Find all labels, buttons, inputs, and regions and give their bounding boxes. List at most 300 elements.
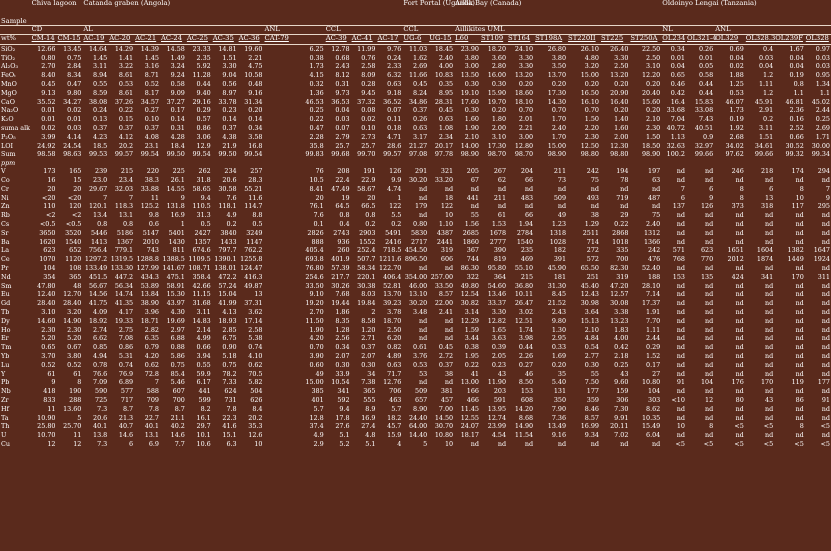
table-cell: 97.08 [408, 150, 428, 159]
table-cell: 4.99 [196, 334, 211, 343]
table-cell: 14.20 [514, 404, 534, 413]
table-cell: 0.52 [41, 360, 56, 369]
table-cell: 254.6 [305, 272, 324, 281]
table-cell: 11 [47, 404, 56, 413]
table-cell: 1860 [462, 237, 479, 246]
table-cell: 16.4 [670, 97, 685, 106]
table-cell: 0.47 [67, 80, 82, 89]
table-cell: 401.9 [331, 255, 350, 264]
table-cell: 335 [616, 246, 629, 255]
sample-id: AC-20 [108, 35, 134, 45]
table-cell: 1.86 [335, 308, 350, 316]
table-cell: 0.62 [144, 360, 159, 369]
table-cell: 41 [470, 369, 479, 378]
table-cell: nd [676, 325, 685, 334]
table-cell: 8 [709, 422, 714, 431]
table-cell: 4.54 [491, 431, 507, 440]
table-cell: 0.01 [670, 53, 685, 62]
table-cell: nd [590, 439, 599, 448]
table-cell: 322 [466, 272, 479, 281]
table-cell: 10.1 [196, 431, 211, 440]
table-cell: 0.20 [491, 106, 507, 115]
table-cell: 8.59 [93, 88, 108, 97]
table-cell: 571 [672, 246, 685, 255]
table-cell: 2.43 [551, 308, 567, 316]
element-label: Ba [1, 237, 10, 246]
table-cell: 76.6 [93, 369, 108, 378]
table-cell: 0.1 [313, 220, 324, 229]
table-cell: 2 [371, 308, 376, 316]
table-cell: 25.80 [37, 422, 56, 431]
element-label: Tb [1, 308, 10, 316]
table-cell: 2.40 [646, 220, 661, 229]
table-cell: nd [821, 299, 830, 308]
table-cell: 472.2 [218, 272, 237, 281]
table-cell: 1.36 [309, 88, 324, 97]
table-cell: 365 [69, 272, 82, 281]
table-cell: 0.25 [309, 106, 324, 115]
table-cell: nd [821, 343, 830, 352]
table-cell: 20 [367, 193, 376, 202]
table-cell: 0.90 [222, 343, 237, 352]
table-cell: 0.86 [118, 343, 134, 352]
table-cell: 14.90 [63, 316, 82, 325]
table-cell: 76.9 [118, 369, 134, 378]
table-cell: 17.60 [460, 97, 479, 106]
table-cell: 20.2 [118, 141, 134, 150]
table-cell: nd [795, 316, 804, 325]
table-cell: 1.53 [491, 220, 507, 229]
table-cell: 97.62 [725, 150, 744, 159]
table-cell: 0.47 [309, 124, 324, 133]
sample-id: OL239F [774, 35, 805, 45]
table-cell: 487 [648, 193, 661, 202]
table-cell: 0.63 [438, 115, 454, 124]
sample-id: CAT-79 [264, 35, 325, 45]
table-cell: 234 [224, 167, 237, 176]
table-cell: 5.1 [339, 431, 350, 440]
table-cell: 9 [180, 193, 185, 202]
element-label: Cs [1, 220, 10, 229]
table-cell: nd [795, 237, 804, 246]
table-cell: 572 [586, 255, 599, 264]
sample-id: AC-39 [325, 35, 351, 45]
table-cell: 7.02 [614, 431, 629, 440]
table-cell: nd [821, 228, 830, 237]
table-cell: 118.1 [218, 202, 237, 211]
table-cell: 8 [739, 193, 744, 202]
sample-id: OL321-4 [686, 35, 714, 45]
table-cell: nd [704, 369, 714, 378]
table-cell: 2.79 [335, 132, 350, 141]
table-cell: 1.70 [551, 115, 567, 124]
table-row [0, 264, 831, 273]
table-row [0, 71, 831, 80]
table-cell: 5.82 [248, 378, 263, 387]
table-cell: 2010 [142, 237, 159, 246]
table-cell: 20 [47, 184, 56, 193]
table-cell: 5.5 [391, 211, 402, 220]
table-cell: 9.45 [361, 88, 376, 97]
table-row [0, 282, 831, 291]
table-cell: 159 [616, 387, 629, 396]
table-cell: 1.91 [646, 308, 661, 316]
table-cell: 9 [709, 193, 714, 202]
table-cell: 19.44 [331, 299, 350, 308]
table-cell: 1 [180, 220, 185, 229]
table-cell: 1.90 [309, 325, 324, 334]
table-cell: 218 [760, 167, 774, 176]
table-cell: 114.7 [244, 202, 263, 211]
table-cell: 40.2 [170, 422, 185, 431]
table-cell: nd [735, 281, 744, 290]
table-cell: nd [676, 290, 685, 299]
table-cell: 80 [735, 395, 744, 404]
table-cell: 3.06 [196, 132, 211, 141]
table-cell: 2826 [307, 228, 324, 237]
table-cell: 652 [69, 246, 82, 255]
table-cell: 0.05 [698, 62, 714, 71]
ppm-unit-label: ppm [1, 158, 16, 167]
table-cell: 104 [43, 264, 56, 273]
table-cell: 416.3 [244, 272, 263, 281]
table-cell: 0.30 [584, 360, 599, 369]
table-cell: 18.93 [218, 316, 237, 325]
table-cell: nd [676, 351, 685, 360]
table-cell: 2.97 [170, 325, 185, 334]
table-cell: 381 [440, 387, 454, 396]
table-cell: 82.30 [610, 264, 629, 273]
table-cell: nd [764, 264, 774, 273]
table-cell: nd [735, 264, 744, 273]
table-cell: <20 [67, 193, 82, 202]
table-cell: 3.20 [584, 62, 599, 71]
table-cell: 56.34 [114, 281, 134, 290]
table-cell: 55.21 [244, 184, 263, 193]
table-cell: 0.11 [387, 115, 402, 124]
table-cell: nd [821, 281, 830, 290]
table-cell: 2.21 [248, 53, 263, 62]
table-cell: 1 [397, 193, 402, 202]
table-cell: nd [419, 264, 428, 273]
table-cell: 8 [799, 184, 804, 193]
table-cell: 709 [146, 395, 159, 404]
table-cell: nd [704, 290, 714, 299]
table-cell: 0.24 [387, 53, 402, 62]
table-row [0, 422, 831, 431]
table-cell: 25.7 [361, 141, 376, 150]
table-cell: nd [704, 351, 714, 360]
table-cell: 239 [95, 167, 108, 176]
table-cell: 133.49 [84, 264, 108, 273]
table-row [0, 107, 831, 116]
table-cell: 2.21 [518, 124, 534, 133]
table-cell: 7 [103, 193, 108, 202]
table-cell: 220.1 [357, 272, 376, 281]
table-cell: 0.20 [551, 360, 567, 369]
table-cell: nd [676, 316, 685, 325]
locality-header: Catanda graben (Angola) [82, 0, 263, 26]
table-cell: nd [704, 211, 714, 220]
table-cell: 0.70 [584, 106, 599, 115]
table-cell: 21.27 [408, 141, 428, 150]
table-cell: 0.66 [789, 132, 804, 141]
table-cell: 4.8 [365, 431, 376, 440]
table-cell: 3.30 [518, 53, 534, 62]
table-cell: 294 [817, 167, 830, 176]
table-cell: 99.54 [192, 150, 211, 159]
table-cell: 1.2 [763, 88, 774, 97]
table-cell: 2.14 [196, 325, 211, 334]
table-cell: 16.99 [580, 422, 599, 431]
table-cell: 1430 [168, 237, 185, 246]
table-cell: 38 [590, 211, 599, 220]
table-row [0, 45, 831, 54]
table-row [0, 176, 831, 185]
table-cell: 34 [367, 369, 376, 378]
table-cell: 0.8 [793, 80, 804, 89]
table-cell: 7 [154, 378, 159, 387]
table-cell: 11.90 [487, 378, 507, 387]
table-cell: 0.34 [335, 343, 350, 352]
table-row [0, 299, 831, 308]
table-cell: 354.00 [404, 272, 428, 281]
table-cell: 91 [676, 378, 685, 387]
sample-id: AC-25 [186, 35, 212, 45]
table-cell: 0.53 [413, 360, 428, 369]
table-cell: 8.95 [438, 88, 454, 97]
table-cell: 9.18 [387, 88, 402, 97]
table-cell: 0.24 [93, 106, 108, 115]
table-row [0, 142, 831, 151]
locality-header [264, 0, 325, 26]
table-cell: 49 [557, 211, 567, 220]
table-cell: 20.6 [222, 176, 237, 185]
table-cell: 1.30 [551, 325, 567, 334]
table-cell: 34.02 [725, 141, 744, 150]
table-cell: 1070 [39, 255, 56, 264]
table-cell: 0.03 [335, 115, 350, 124]
table-cell: 0.52 [67, 360, 82, 369]
table-cell: nd [557, 202, 567, 211]
table-cell: 1.08 [438, 124, 454, 133]
element-label: Zn [1, 202, 10, 211]
table-cell: 30.00 [811, 141, 830, 150]
table-cell: 165 [69, 167, 82, 176]
element-label: suma alk [1, 124, 31, 133]
table-cell: 37.4 [309, 422, 324, 431]
table-cell: 1.69 [551, 351, 567, 360]
table-cell: 4.08 [144, 132, 159, 141]
element-label: Lu [1, 360, 10, 369]
table-cell: 0.20 [518, 80, 534, 89]
table-cell: 10 [444, 211, 454, 220]
table-cell: 1.60 [464, 115, 479, 124]
table-cell: 10.83 [434, 71, 454, 80]
table-cell: 39.23 [383, 299, 402, 308]
table-cell: 99.66 [694, 150, 714, 159]
table-cell: 205 [466, 167, 479, 176]
sample-id: OL328.3 [745, 35, 774, 45]
table-cell: 7.3 [97, 404, 108, 413]
table-cell: 13.20 [514, 71, 534, 80]
table-cell: 122 [389, 202, 402, 211]
table-cell: 7.00 [438, 404, 454, 413]
table-cell: 125.2 [140, 202, 159, 211]
table-cell: 75 [590, 176, 599, 185]
table-cell: 469 [520, 255, 534, 264]
table-cell: 13.4 [93, 211, 108, 220]
table-cell: 11.6 [248, 193, 263, 202]
table-cell: 4.9 [313, 431, 324, 440]
table-cell: 1540 [65, 237, 82, 246]
table-cell: 100.2 [666, 150, 685, 159]
table-cell: 1390.1 [214, 255, 237, 264]
table-cell: 9.91 [614, 413, 629, 422]
table-cell: 3650 [39, 228, 56, 237]
table-cell: 7.8 [148, 404, 159, 413]
table-cell: 11 [73, 431, 82, 440]
table-cell: 0.44 [698, 80, 714, 89]
table-cell: 27 [652, 369, 661, 378]
table-cell: 8.62 [646, 404, 661, 413]
table-cell: nd [735, 308, 744, 316]
table-cell: 9.24 [170, 71, 185, 80]
element-label: Hf [1, 404, 9, 413]
table-cell: 1312 [643, 228, 661, 237]
table-cell: 99.83 [305, 150, 324, 159]
table-cell: 1.45 [93, 53, 108, 62]
table-cell: 6.88 [170, 334, 185, 343]
table-cell: 434.3 [140, 272, 159, 281]
table-cell: 6.17 [196, 378, 211, 387]
table-cell: 20 [73, 184, 82, 193]
table-cell: 0.79 [144, 343, 159, 352]
table-cell: 18.2 [387, 413, 402, 422]
table-row [0, 203, 831, 212]
element-label: Tm [1, 343, 12, 352]
table-cell: 306 [616, 395, 629, 404]
table-cell: 0.70 [309, 343, 324, 352]
table-cell: 7.33 [222, 378, 237, 387]
table-cell: 181 [553, 272, 567, 281]
table-cell: nd [735, 404, 744, 413]
table-cell: 220 [146, 167, 159, 176]
table-cell: 59.9 [196, 369, 211, 378]
table-cell: 1120 [65, 255, 82, 264]
table-cell: 11.28 [192, 71, 211, 80]
table-cell: nd [419, 316, 428, 325]
table-cell: 9.60 [614, 378, 629, 387]
table-cell: 4.75 [248, 62, 263, 71]
table-cell: 350 [553, 395, 567, 404]
table-cell: 126 [389, 167, 402, 176]
table-cell: 6.25 [309, 44, 324, 53]
table-cell: 7.09 [93, 378, 108, 387]
table-cell: <20 [41, 193, 56, 202]
table-cell: nd [795, 360, 804, 369]
table-cell: nd [795, 220, 804, 229]
table-cell: nd [821, 325, 830, 334]
element-label: Na₂O [1, 106, 19, 115]
table-cell: 122 [440, 202, 454, 211]
table-cell: 811 [172, 246, 185, 255]
table-cell: 12.43 [580, 290, 599, 299]
table-cell: 8.12 [335, 71, 350, 80]
table-cell: 203 [493, 387, 507, 396]
table-cell: nd [795, 211, 804, 220]
group-header: AL [82, 26, 263, 35]
table-cell: 3.38 [614, 308, 629, 316]
table-cell: 9 [825, 193, 830, 202]
table-cell: 30.38 [357, 281, 376, 290]
table-cell: 30.82 [460, 299, 479, 308]
table-cell: 10 [444, 439, 454, 448]
table-cell: 18 [444, 193, 454, 202]
table-cell: 14.30 [547, 97, 567, 106]
table-cell: 40.1 [93, 422, 108, 431]
element-label: Cu [1, 439, 11, 448]
table-cell: nd [735, 237, 744, 246]
table-cell: 0.55 [196, 360, 211, 369]
table-cell: 26.1 [170, 176, 185, 185]
table-cell: <5 [734, 422, 744, 431]
table-cell: nd [735, 228, 744, 237]
table-cell: 22.00 [434, 299, 454, 308]
table-cell: 33.88 [140, 184, 159, 193]
table-cell: 1.51 [758, 132, 774, 141]
table-cell: 2868 [612, 228, 629, 237]
table-cell: 99.68 [331, 150, 350, 159]
table-cell: nd [470, 184, 479, 193]
table-cell: 405.4 [305, 246, 324, 255]
table-cell: nd [735, 220, 744, 229]
table-cell: <10 [671, 395, 685, 404]
table-cell: 1433 [220, 237, 237, 246]
table-cell: 15.9 [387, 431, 402, 440]
table-cell: 0.66 [196, 343, 211, 352]
table-cell: 10.35 [641, 413, 661, 422]
table-cell: nd [676, 413, 685, 422]
element-label: V [1, 167, 6, 176]
table-cell: 1297.2 [84, 255, 108, 264]
table-cell: 36.53 [331, 97, 350, 106]
table-cell: 0.01 [41, 106, 56, 115]
table-row [0, 378, 831, 387]
table-cell: 2743 [333, 228, 350, 237]
table-cell: 4.09 [93, 308, 108, 316]
table-cell: 606 [440, 255, 454, 264]
table-cell: 2511 [582, 228, 599, 237]
table-cell: 8.68 [518, 413, 534, 422]
table-cell: 9.9 [391, 176, 402, 185]
table-cell: nd [795, 228, 804, 237]
table-cell: 6.04 [646, 431, 661, 440]
table-cell: 0.63 [387, 80, 402, 89]
table-cell: 1.73 [729, 106, 744, 115]
table-cell: 493 [586, 193, 599, 202]
element-label: Eu [1, 290, 10, 299]
table-cell: 7.14 [646, 290, 661, 299]
table-cell: 3.98 [518, 334, 534, 343]
table-cell: 0.2 [763, 115, 774, 124]
table-cell: nd [620, 439, 629, 448]
table-cell: nd [764, 413, 774, 422]
locality-header: Fort Portal (Uganda) [402, 0, 454, 26]
table-cell: 1.34 [815, 80, 830, 89]
table-cell: 133.30 [110, 264, 134, 273]
table-cell: 66 [524, 211, 534, 220]
